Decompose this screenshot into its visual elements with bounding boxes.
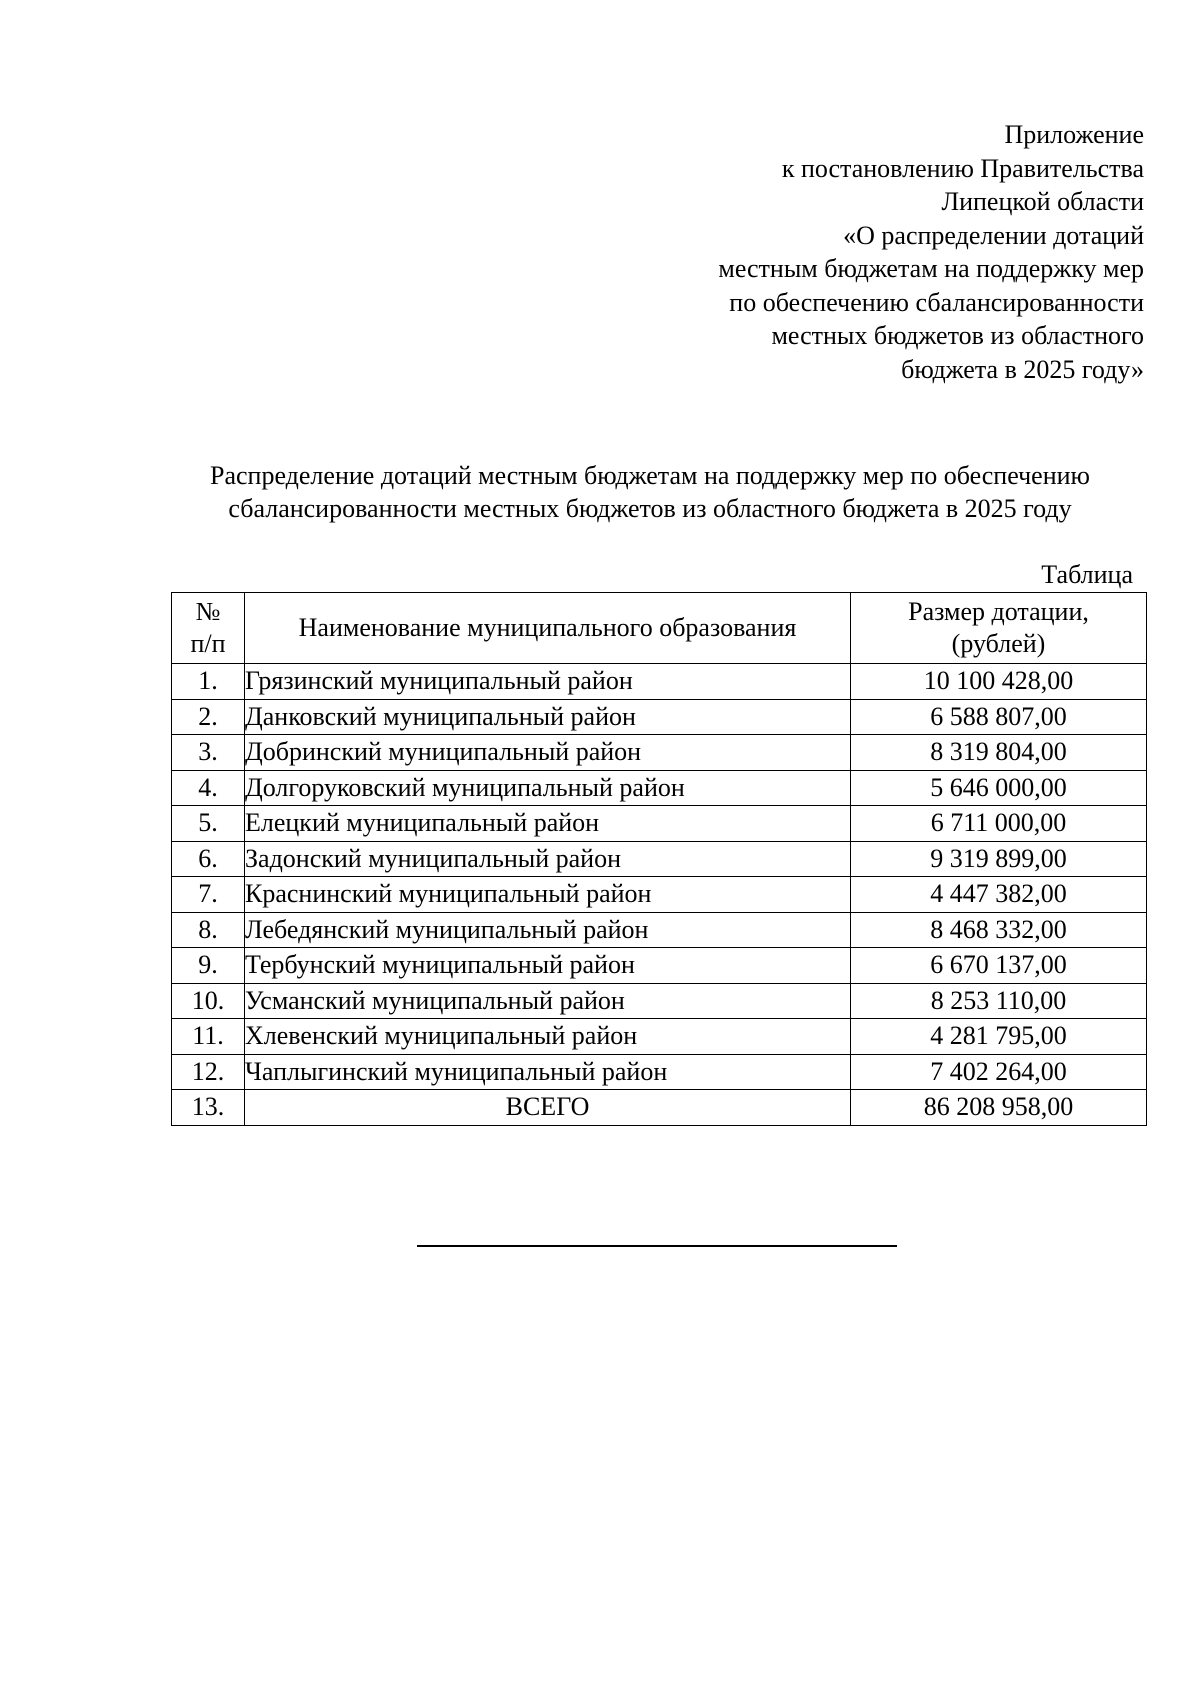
row-amount: 10 100 428,00	[851, 664, 1147, 700]
row-amount: 9 319 899,00	[851, 841, 1147, 877]
appendix-line: Липецкой области	[941, 187, 1144, 216]
header-number-abbrev: п/п	[190, 629, 226, 658]
table-row	[172, 912, 1147, 948]
appendix-line: Приложение	[1004, 120, 1144, 149]
appendix-line: «О распределении дотаций	[843, 220, 1144, 250]
table-row	[172, 770, 1147, 806]
row-name: Чаплыгинский муниципальный район	[245, 1054, 851, 1090]
row-number: 10.	[172, 983, 245, 1019]
row-name: Краснинский муниципальный район	[245, 877, 851, 913]
row-number: 3.	[172, 735, 245, 771]
row-number: 11.	[172, 1019, 245, 1055]
table-row	[172, 983, 1147, 1019]
row-number: 2.	[172, 699, 245, 735]
row-name: Добринский муниципальный район	[245, 735, 851, 771]
appendix-line: местным бюджетам на поддержку мер	[718, 254, 1144, 283]
row-name: Лебедянский муниципальный район	[245, 912, 851, 948]
row-number: 1.	[172, 664, 245, 700]
table-row	[172, 841, 1147, 877]
appendix-line: местных бюджетов из областного	[771, 321, 1144, 350]
row-amount: 8 468 332,00	[851, 912, 1147, 948]
row-number: 4.	[172, 770, 245, 806]
table-row	[172, 699, 1147, 735]
closing-rule	[417, 1245, 897, 1247]
document-title	[150, 459, 1150, 525]
row-number: 8.	[172, 912, 245, 948]
total-number: 13.	[172, 1090, 245, 1126]
header-name: Наименование муниципального образования	[245, 593, 851, 664]
header-amount-unit: (рублей)	[951, 629, 1046, 658]
row-name: Усманский муниципальный район	[245, 983, 851, 1019]
row-amount: 4 281 795,00	[851, 1019, 1147, 1055]
row-amount: 8 319 804,00	[851, 735, 1147, 771]
table-row	[172, 664, 1147, 700]
row-amount: 4 447 382,00	[851, 877, 1147, 913]
total-label: ВСЕГО	[245, 1090, 851, 1126]
row-number: 7.	[172, 877, 245, 913]
header-amount-label: Размер дотации,	[908, 597, 1089, 626]
header-amount	[851, 593, 1147, 664]
row-number: 9.	[172, 948, 245, 984]
row-number: 5.	[172, 806, 245, 842]
row-name: Тербунский муниципальный район	[245, 948, 851, 984]
appendix-line: по обеспечению сбалансированности	[729, 287, 1144, 317]
row-amount: 5 646 000,00	[851, 770, 1147, 806]
table-row	[172, 1054, 1147, 1090]
row-amount: 6 670 137,00	[851, 948, 1147, 984]
row-name: Данковский муниципальный район	[245, 699, 851, 735]
table-row	[172, 806, 1147, 842]
row-number: 12.	[172, 1054, 245, 1090]
header-number-symbol: №	[195, 597, 221, 626]
appendix-line: бюджета в 2025 году»	[901, 354, 1144, 384]
table-total-row	[172, 1090, 1147, 1126]
row-amount: 6 711 000,00	[851, 806, 1147, 842]
row-name: Задонский муниципальный район	[245, 841, 851, 877]
table-row	[172, 735, 1147, 771]
table-caption: Таблица	[1041, 560, 1133, 589]
appendix-block	[524, 118, 1144, 386]
header-number	[172, 593, 245, 664]
table-row	[172, 877, 1147, 913]
document-title-line-1: Распределение дотаций местным бюджетам на поддержку мер по обеспечению	[210, 461, 1090, 490]
row-amount: 7 402 264,00	[851, 1054, 1147, 1090]
table-header-row	[172, 593, 1147, 664]
row-name: Хлевенский муниципальный район	[245, 1019, 851, 1055]
table-row	[172, 1019, 1147, 1055]
row-amount: 8 253 110,00	[851, 983, 1147, 1019]
appendix-line: к постановлению Правительства	[781, 153, 1144, 183]
row-name: Елецкий муниципальный район	[245, 806, 851, 842]
total-amount: 86 208 958,00	[851, 1090, 1147, 1126]
row-amount: 6 588 807,00	[851, 699, 1147, 735]
table-row	[172, 948, 1147, 984]
distribution-table	[171, 592, 1147, 1126]
row-name: Грязинский муниципальный район	[245, 664, 851, 700]
row-name: Долгоруковский муниципальный район	[245, 770, 851, 806]
document-title-line-2: сбалансированности местных бюджетов из областного бюджета в 2025 году	[228, 494, 1072, 523]
row-number: 6.	[172, 841, 245, 877]
